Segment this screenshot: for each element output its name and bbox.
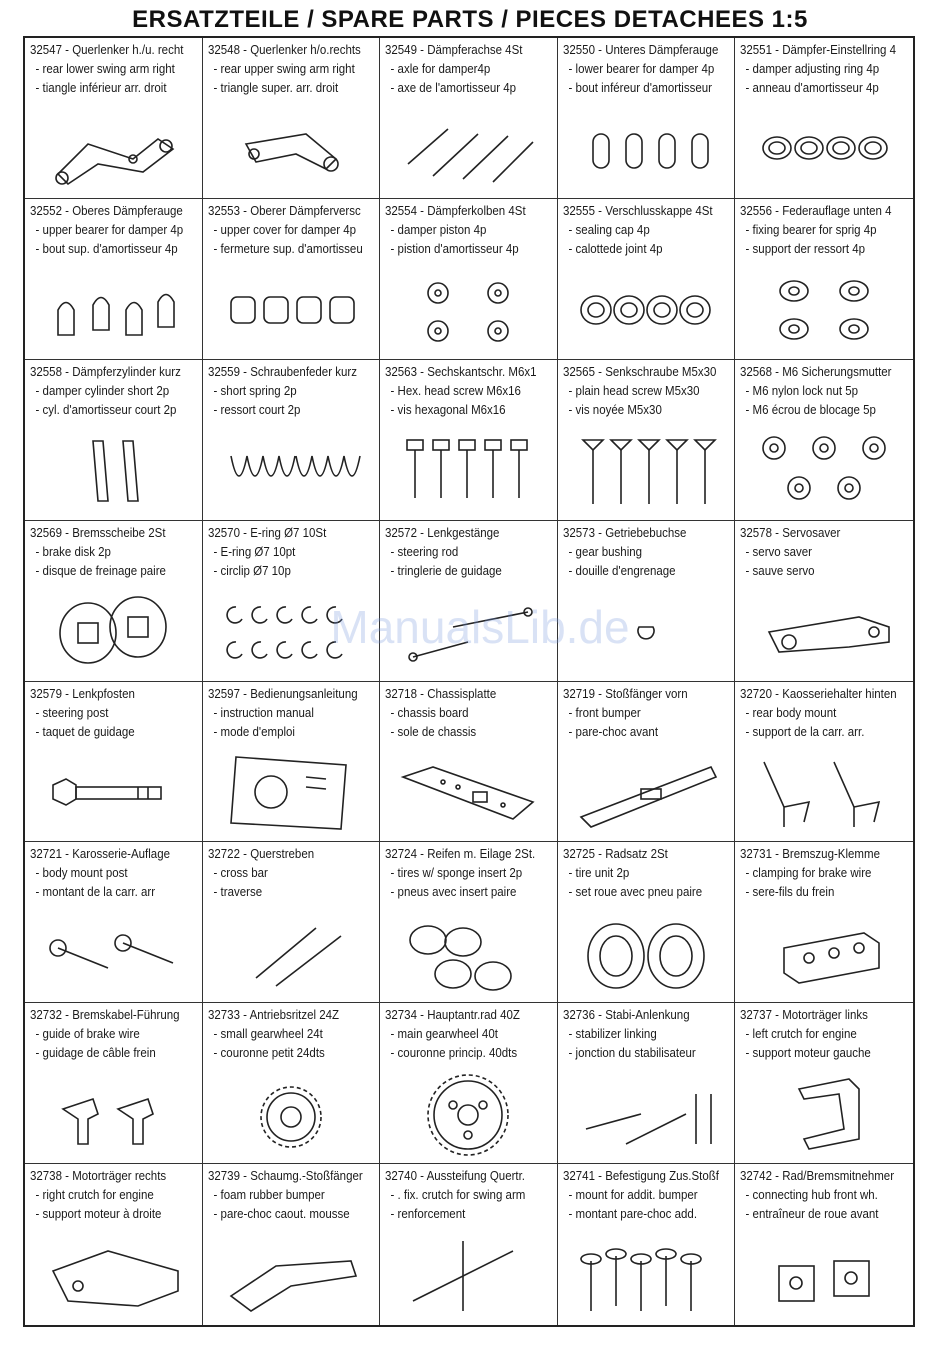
part-illustration	[380, 1069, 557, 1157]
upper-bearer-icon	[38, 265, 188, 353]
part-title: 32736 - Stabi-Anlenkung	[562, 1008, 690, 1023]
part-name-en: - clamping for brake wire	[745, 866, 872, 881]
part-cell	[203, 1164, 381, 1325]
part-title: 32565 - Senkschraube M5x30	[562, 364, 717, 379]
part-name-fr: - guidage de câble frein	[35, 1046, 156, 1061]
part-title: 32548 - Querlenker h/o.rechts	[207, 43, 361, 57]
part-cell	[735, 360, 913, 521]
part-title: 32569 - Bremsscheibe 2St	[30, 525, 166, 540]
part-name-en: - rear lower swing arm right	[35, 62, 175, 76]
part-cell	[558, 199, 736, 360]
stabilizer-icon	[571, 1069, 721, 1157]
part-name-fr: - entraîneur de roue avant	[745, 1207, 879, 1222]
part-title: 32731 - Bremszug-Klemme	[740, 847, 881, 862]
part-name-en: - connecting hub front wh.	[745, 1188, 879, 1203]
part-cell	[380, 199, 558, 360]
countersunk-screw-icon	[571, 426, 721, 514]
part-illustration	[735, 908, 913, 996]
part-name-fr: - couronne petit 24dts	[213, 1046, 325, 1061]
part-name-fr: - cyl. d'amortisseur court 2p	[35, 402, 177, 417]
part-name-fr: - pneus avec insert paire	[390, 885, 517, 900]
cylinder-icon	[38, 426, 188, 514]
part-name-en: - sealing cap 4p	[568, 222, 650, 237]
part-cell	[735, 38, 913, 199]
part-illustration	[735, 104, 913, 192]
part-illustration	[735, 587, 913, 675]
part-name-en: - short spring 2p	[213, 383, 297, 398]
part-cell	[380, 38, 558, 199]
part-cell	[203, 842, 381, 1003]
watermark: ManualsLib.de	[330, 601, 630, 653]
part-illustration	[203, 265, 380, 353]
part-name-en: - damper cylinder short 2p	[35, 383, 170, 398]
part-illustration	[380, 104, 557, 192]
part-name-fr: - pare-choc avant	[568, 724, 658, 739]
spring-icon	[216, 426, 366, 514]
brake-disk-icon	[38, 587, 188, 675]
part-name-en: - plain head screw M5x30	[568, 383, 700, 398]
wheel-icon	[571, 908, 721, 996]
part-title: 32725 - Radsatz 2St	[562, 847, 668, 862]
part-illustration	[558, 747, 735, 835]
part-name-en: - upper cover for damper 4p	[213, 222, 356, 237]
part-name-en: - steering post	[35, 705, 109, 720]
parts-grid	[23, 36, 915, 1327]
part-cell	[25, 842, 203, 1003]
foam-bumper-icon	[216, 1231, 366, 1319]
part-name-fr: - axe de l'amortisseur 4p	[390, 81, 517, 95]
part-name-en: - Hex. head screw M6x16	[390, 383, 522, 398]
part-title: 32597 - Bedienungsanleitung	[207, 686, 358, 701]
chassis-icon	[393, 747, 543, 835]
part-name-fr: - tringlerie de guidage	[390, 563, 502, 578]
part-name-en: - damper adjusting ring 4p	[745, 62, 880, 76]
part-illustration	[203, 1069, 380, 1157]
part-cell	[558, 1164, 736, 1325]
part-name-fr: - traverse	[213, 885, 262, 900]
part-name-en: - rear upper swing arm right	[213, 62, 355, 76]
part-illustration	[735, 747, 913, 835]
part-illustration	[380, 1231, 557, 1319]
part-name-fr: - anneau d'amortisseur 4p	[745, 81, 880, 95]
spring-bearer-icon	[749, 265, 899, 353]
part-title: 32739 - Schaumg.-Stoßfänger	[207, 1169, 363, 1184]
cap-icon	[571, 265, 721, 353]
part-name-en: - mount for addit. bumper	[568, 1188, 698, 1203]
ring-icon	[749, 104, 899, 192]
part-name-fr: - support der ressort 4p	[745, 241, 866, 256]
part-cell	[25, 1164, 203, 1325]
brace-icon	[393, 1231, 543, 1319]
part-title: 32558 - Dämpferzylinder kurz	[30, 364, 181, 379]
part-illustration	[380, 747, 557, 835]
part-name-en: - foam rubber bumper	[213, 1188, 325, 1203]
body-mount-icon	[749, 747, 899, 835]
part-illustration	[380, 587, 557, 675]
cross-bar-icon	[216, 908, 366, 996]
part-title: 32718 - Chassisplatte	[385, 686, 497, 701]
part-illustration	[558, 908, 735, 996]
part-title: 32552 - Oberes Dämpferauge	[30, 203, 183, 218]
part-illustration	[735, 1231, 913, 1319]
steering-rod-icon	[393, 587, 543, 675]
part-cell	[380, 521, 558, 682]
part-title: 32742 - Rad/Bremsmitnehmer	[740, 1169, 895, 1184]
part-cell	[735, 521, 913, 682]
part-name-en: - M6 nylon lock nut 5p	[745, 383, 859, 398]
part-cell	[558, 842, 736, 1003]
engine-mount-left-icon	[749, 1069, 899, 1157]
lock-nut-icon	[749, 426, 899, 514]
part-title: 32579 - Lenkpfosten	[30, 686, 135, 701]
bearer-icon	[571, 104, 721, 192]
part-illustration	[558, 265, 735, 353]
part-title: 32568 - M6 Sicherungsmutter	[740, 364, 892, 379]
part-title: 32720 - Kaosseriehalter hinten	[740, 686, 898, 701]
part-illustration	[25, 104, 202, 192]
part-illustration	[380, 908, 557, 996]
part-title: 32734 - Hauptantr.rad 40Z	[385, 1008, 521, 1023]
part-illustration	[203, 1231, 380, 1319]
part-name-fr: - set roue avec pneu paire	[568, 885, 702, 900]
part-cell	[735, 1164, 913, 1325]
part-illustration	[25, 747, 202, 835]
part-cell	[203, 1003, 381, 1164]
part-name-en: - gear bushing	[568, 544, 642, 559]
part-name-en: - cross bar	[213, 866, 268, 881]
part-name-fr: - M6 écrou de blocage 5p	[745, 402, 877, 417]
part-name-fr: - couronne princip. 40dts	[390, 1046, 518, 1061]
part-cell	[558, 682, 736, 843]
part-title: 32573 - Getriebebuchse	[562, 525, 687, 540]
manual-icon	[216, 747, 366, 835]
part-illustration	[735, 265, 913, 353]
part-name-fr: - montant de la carr. arr	[35, 885, 156, 900]
part-cell	[25, 38, 203, 199]
part-name-en: - axle for damper4p	[390, 62, 491, 76]
mount-post-icon	[38, 908, 188, 996]
part-name-en: - main gearwheel 40t	[390, 1027, 499, 1042]
part-illustration	[558, 426, 735, 514]
part-title: 32549 - Dämpferachse 4St	[385, 43, 523, 57]
part-name-en: - chassis board	[390, 705, 469, 720]
part-cell	[558, 360, 736, 521]
part-name-en: - damper piston 4p	[390, 222, 487, 237]
part-cell	[735, 682, 913, 843]
part-title: 32740 - Aussteifung Quertr.	[385, 1169, 526, 1184]
bushing-icon	[571, 587, 721, 675]
part-name-en: - stabilizer linking	[568, 1027, 657, 1042]
part-name-en: - right crutch for engine	[35, 1188, 154, 1203]
part-cell	[25, 682, 203, 843]
part-cell	[735, 199, 913, 360]
main-gear-icon	[393, 1069, 543, 1157]
part-name-fr: - bout inféreur d'amortisseur	[568, 81, 712, 95]
cover-icon	[216, 265, 366, 353]
part-name-fr: - vis noyée M5x30	[568, 402, 662, 417]
part-title: 32721 - Karosserie-Auflage	[30, 847, 171, 862]
part-illustration	[25, 587, 202, 675]
axle-icon	[393, 104, 543, 192]
part-name-en: - upper bearer for damper 4p	[35, 222, 184, 237]
part-illustration	[203, 587, 380, 675]
part-illustration	[25, 265, 202, 353]
part-name-fr: - support moteur gauche	[745, 1046, 872, 1061]
part-name-fr: - disque de freinage paire	[35, 563, 166, 578]
part-name-en: - lower bearer for damper 4p	[568, 62, 715, 76]
part-title: 32578 - Servosaver	[740, 525, 841, 540]
part-name-en: - left crutch for engine	[745, 1027, 858, 1042]
part-illustration	[203, 426, 380, 514]
part-cell	[558, 38, 736, 199]
part-cell	[25, 1003, 203, 1164]
part-illustration	[558, 1069, 735, 1157]
part-cell	[25, 521, 203, 682]
upper-arm-icon	[216, 104, 366, 192]
part-title: 32741 - Befestigung Zus.Stoßf	[562, 1169, 719, 1184]
part-cell	[380, 1003, 558, 1164]
part-name-en: - steering rod	[390, 544, 459, 559]
cable-guide-icon	[38, 1069, 188, 1157]
part-name-fr: - fermeture sup. d'amortisseu	[213, 241, 363, 256]
part-name-fr: - mode d'emploi	[213, 724, 295, 739]
part-cell	[203, 38, 381, 199]
part-cell	[380, 1164, 558, 1325]
part-illustration	[203, 104, 380, 192]
part-cell	[203, 360, 381, 521]
part-title: 32738 - Motorträger rechts	[30, 1169, 167, 1184]
part-name-en: - . fix. crutch for swing arm	[390, 1188, 526, 1203]
part-illustration	[203, 908, 380, 996]
part-illustration	[735, 1069, 913, 1157]
part-illustration	[558, 1231, 735, 1319]
part-cell	[558, 521, 736, 682]
part-name-fr: - taquet de guidage	[35, 724, 135, 739]
part-name-fr: - jonction du stabilisateur	[568, 1046, 696, 1061]
part-name-en: - E-ring Ø7 10pt	[213, 544, 295, 559]
part-cell	[25, 360, 203, 521]
part-illustration	[558, 104, 735, 192]
part-name-en: - instruction manual	[213, 705, 314, 720]
tire-icon	[393, 908, 543, 996]
part-title: 32570 - E-ring Ø7 10St	[207, 525, 326, 540]
part-name-fr: - renforcement	[390, 1207, 466, 1222]
part-illustration	[735, 426, 913, 514]
part-cell	[735, 842, 913, 1003]
part-title: 32547 - Querlenker h./u. recht	[30, 43, 184, 57]
part-name-fr: - ressort court 2p	[213, 402, 301, 417]
hex-screw-icon	[393, 426, 543, 514]
part-title: 32563 - Sechskantschr. M6x1	[385, 364, 537, 379]
part-name-fr: - pare-choc caout. mousse	[213, 1207, 350, 1222]
part-title: 32554 - Dämpferkolben 4St	[385, 203, 526, 218]
clamp-icon	[749, 908, 899, 996]
part-name-en: - rear body mount	[745, 705, 837, 720]
swing-arm-icon	[38, 104, 188, 192]
servo-saver-icon	[749, 587, 899, 675]
part-name-en: - front bumper	[568, 705, 641, 720]
part-title: 32551 - Dämpfer-Einstellring 4	[740, 43, 897, 57]
part-title: 32737 - Motorträger links	[740, 1008, 869, 1023]
part-cell	[203, 199, 381, 360]
part-title: 32555 - Verschlusskappe 4St	[562, 203, 713, 218]
part-name-en: - fixing bearer for sprig 4p	[745, 222, 877, 237]
bumper-icon	[571, 747, 721, 835]
part-title: 32572 - Lenkgestänge	[385, 525, 500, 540]
part-illustration	[558, 587, 735, 675]
part-name-fr: - support de la carr. arr.	[745, 724, 865, 739]
part-title: 32553 - Oberer Dämpferversc	[207, 203, 361, 218]
part-name-fr: - montant pare-choc add.	[568, 1207, 697, 1222]
part-title: 32550 - Unteres Dämpferauge	[562, 43, 719, 57]
part-title: 32559 - Schraubenfeder kurz	[207, 364, 357, 379]
part-title: 32724 - Reifen m. Eilage 2St.	[385, 847, 536, 862]
part-name-fr: - triangle super. arr. droit	[213, 81, 338, 95]
part-name-fr: - vis hexagonal M6x16	[390, 402, 506, 417]
part-name-en: - brake disk 2p	[35, 544, 111, 559]
part-name-fr: - support moteur à droite	[35, 1207, 162, 1222]
part-name-fr: - pistion d'amortisseur 4p	[390, 241, 519, 256]
part-title: 32733 - Antriebsritzel 24Z	[207, 1008, 339, 1023]
part-illustration	[25, 1069, 202, 1157]
part-title: 32732 - Bremskabel-Führung	[30, 1008, 180, 1023]
part-illustration	[203, 747, 380, 835]
part-illustration	[380, 426, 557, 514]
part-illustration	[25, 1231, 202, 1319]
part-cell	[380, 842, 558, 1003]
part-name-fr: - sauve servo	[745, 563, 815, 578]
bumper-mount-icon	[571, 1231, 721, 1319]
part-name-en: - tire unit 2p	[568, 866, 630, 881]
part-name-en: - small gearwheel 24t	[213, 1027, 323, 1042]
steering-post-icon	[38, 747, 188, 835]
part-cell	[203, 521, 381, 682]
part-title: 32556 - Federauflage unten 4	[740, 203, 892, 218]
part-cell	[380, 682, 558, 843]
part-cell	[203, 682, 381, 843]
part-name-en: - body mount post	[35, 866, 128, 881]
part-name-fr: - sole de chassis	[390, 724, 477, 739]
part-name-en: - tires w/ sponge insert 2p	[390, 866, 523, 881]
part-illustration	[25, 908, 202, 996]
part-name-fr: - tiangle inférieur arr. droit	[35, 81, 167, 95]
part-name-fr: - calottede joint 4p	[568, 241, 663, 256]
part-name-en: - servo saver	[745, 544, 813, 559]
piston-icon	[393, 265, 543, 353]
engine-mount-right-icon	[38, 1231, 188, 1319]
part-name-fr: - circlip Ø7 10p	[213, 563, 291, 578]
part-name-en: - guide of brake wire	[35, 1027, 140, 1042]
part-title: 32722 - Querstreben	[207, 847, 314, 862]
part-cell	[380, 360, 558, 521]
part-name-fr: - douille d'engrenage	[568, 563, 676, 578]
part-illustration	[380, 265, 557, 353]
part-title: 32719 - Stoßfänger vorn	[562, 686, 688, 701]
small-gear-icon	[216, 1069, 366, 1157]
page-title: ERSATZTEILE / SPARE PARTS / PIECES DETACHEES 1:5	[132, 6, 808, 33]
part-name-fr: - sere-fils du frein	[745, 885, 835, 900]
part-illustration	[25, 426, 202, 514]
part-name-fr: - bout sup. d'amortisseur 4p	[35, 241, 178, 256]
part-cell	[25, 199, 203, 360]
part-cell	[558, 1003, 736, 1164]
hub-icon	[749, 1231, 899, 1319]
part-cell	[735, 1003, 913, 1164]
e-ring-icon	[216, 587, 366, 675]
